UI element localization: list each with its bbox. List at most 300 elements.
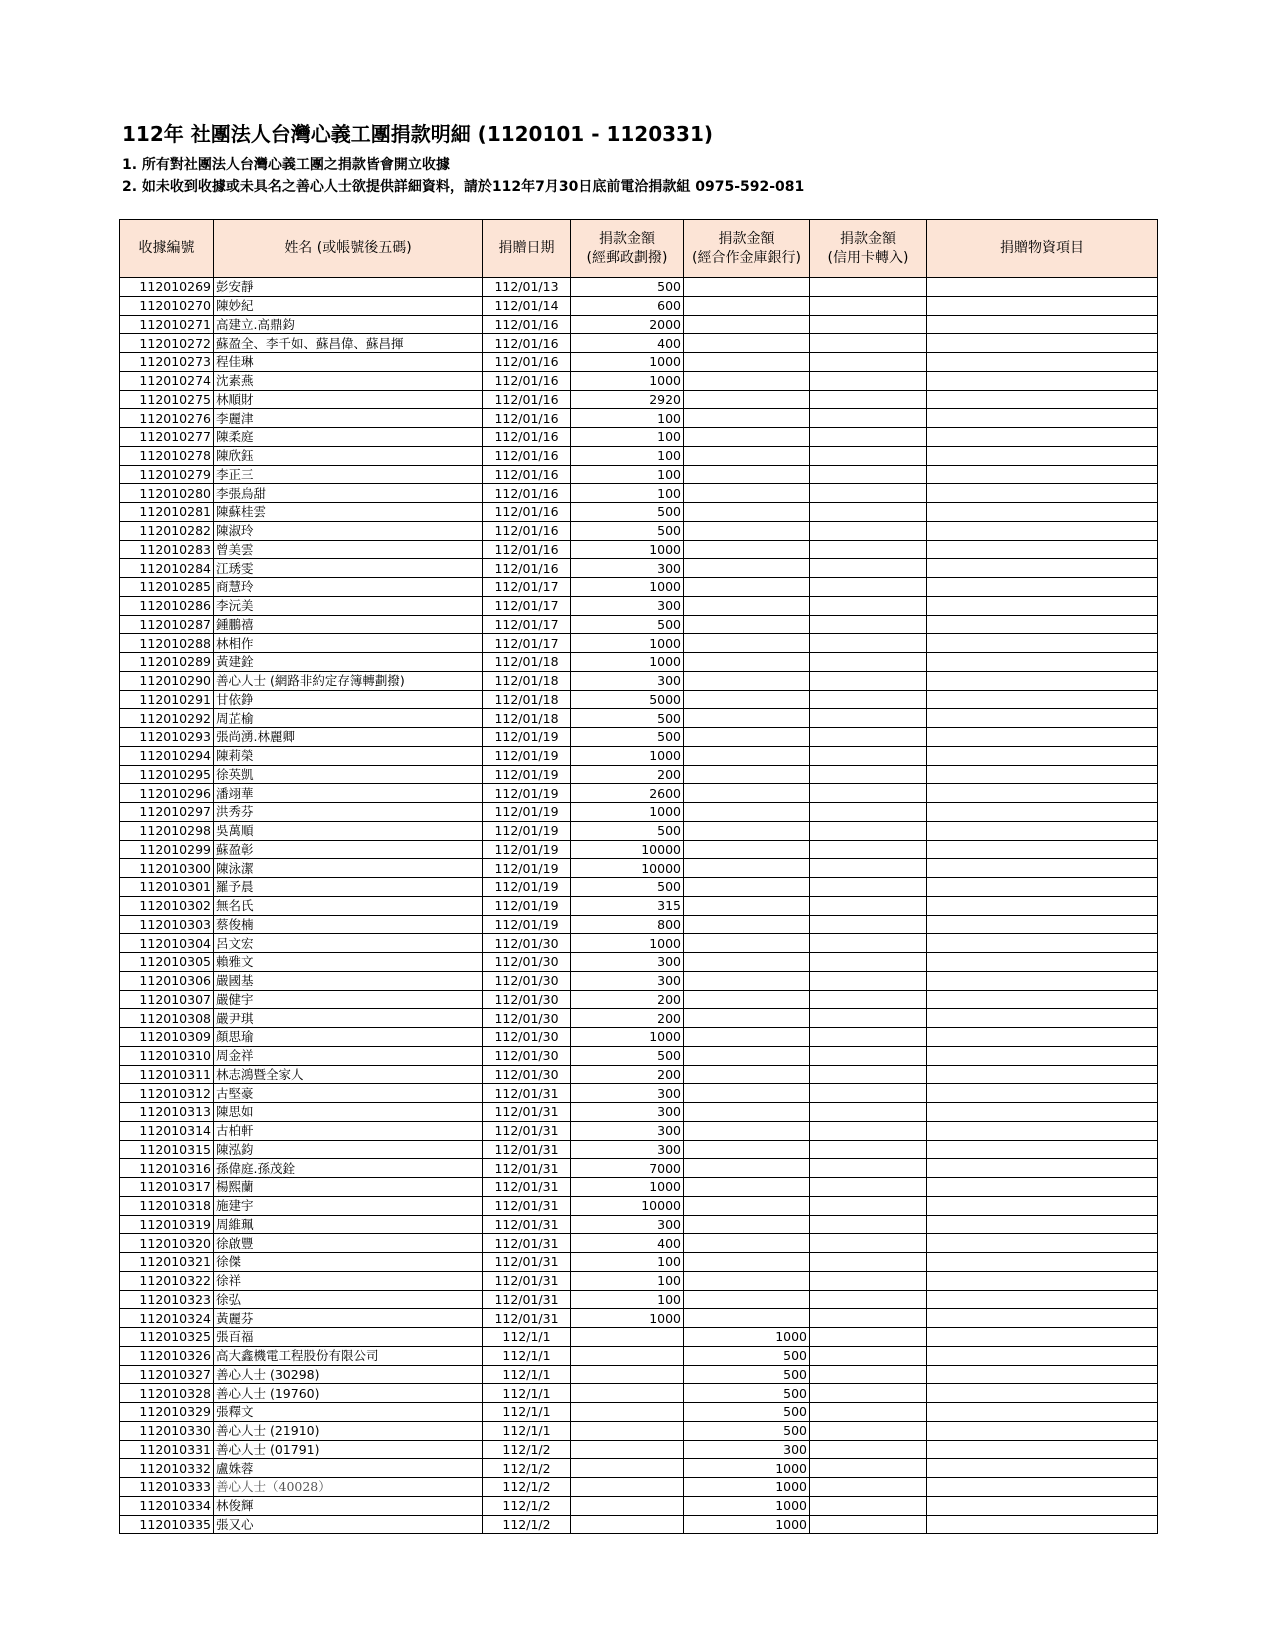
cell-receipt-no: 112010272 xyxy=(120,334,214,353)
table-row xyxy=(120,540,1158,559)
table-row xyxy=(120,1346,1158,1365)
cell-donation-date: 112/01/19 xyxy=(483,878,571,897)
cell-donor-name: 林順財 xyxy=(214,390,483,409)
cell-donation-date: 112/01/16 xyxy=(483,559,571,578)
table-row xyxy=(120,615,1158,634)
cell-donation-date: 112/01/18 xyxy=(483,671,571,690)
header-amount-credit-card-line1: 捐款金額 xyxy=(840,230,896,247)
header-name-label: 姓名 (或帳號後五碼) xyxy=(284,240,412,256)
cell-amount-credit-card xyxy=(810,1496,927,1515)
cell-donor-name: 張尚湧.林麗卿 xyxy=(214,728,483,747)
cell-amount-credit-card xyxy=(810,784,927,803)
table-row xyxy=(120,1159,1158,1178)
cell-amount-postal: 300 xyxy=(571,1215,684,1234)
cell-donor-name: 嚴健宇 xyxy=(214,990,483,1009)
cell-donated-items xyxy=(927,634,1158,653)
cell-receipt-no: 112010288 xyxy=(120,634,214,653)
cell-donation-date: 112/01/31 xyxy=(483,1178,571,1197)
cell-donated-items xyxy=(927,784,1158,803)
cell-donation-date: 112/01/31 xyxy=(483,1159,571,1178)
cell-donation-date: 112/01/31 xyxy=(483,1084,571,1103)
cell-amount-credit-card xyxy=(810,859,927,878)
cell-amount-bank xyxy=(684,428,810,447)
cell-donated-items xyxy=(927,1346,1158,1365)
table-row xyxy=(120,1253,1158,1272)
cell-amount-bank xyxy=(684,1121,810,1140)
cell-donor-name: 李沅美 xyxy=(214,596,483,615)
cell-receipt-no: 112010296 xyxy=(120,784,214,803)
cell-receipt-no: 112010270 xyxy=(120,296,214,315)
cell-amount-credit-card xyxy=(810,371,927,390)
cell-receipt-no: 112010333 xyxy=(120,1478,214,1497)
cell-amount-bank xyxy=(684,1253,810,1272)
cell-donation-date: 112/01/16 xyxy=(483,465,571,484)
table-row xyxy=(120,953,1158,972)
cell-receipt-no: 112010279 xyxy=(120,465,214,484)
cell-donation-date: 112/01/16 xyxy=(483,540,571,559)
cell-donated-items xyxy=(927,1028,1158,1047)
cell-donated-items xyxy=(927,1084,1158,1103)
cell-amount-credit-card xyxy=(810,578,927,597)
cell-donated-items xyxy=(927,559,1158,578)
cell-amount-postal: 300 xyxy=(571,1121,684,1140)
cell-donated-items xyxy=(927,484,1158,503)
header-amount-bank-line1: 捐款金額 xyxy=(718,230,775,247)
cell-donation-date: 112/1/2 xyxy=(483,1459,571,1478)
table-header xyxy=(120,220,1158,278)
cell-amount-postal: 10000 xyxy=(571,1196,684,1215)
cell-amount-bank xyxy=(684,653,810,672)
cell-donor-name: 陳蘇桂雲 xyxy=(214,503,483,522)
cell-receipt-no: 112010274 xyxy=(120,371,214,390)
cell-receipt-no: 112010271 xyxy=(120,315,214,334)
cell-receipt-no: 112010294 xyxy=(120,746,214,765)
cell-donation-date: 112/01/16 xyxy=(483,409,571,428)
cell-amount-credit-card xyxy=(810,1121,927,1140)
cell-amount-credit-card xyxy=(810,1234,927,1253)
cell-amount-bank xyxy=(684,878,810,897)
cell-amount-credit-card xyxy=(810,990,927,1009)
cell-donor-name: 善心人士 (網路非約定存簿轉劃撥) xyxy=(214,671,483,690)
cell-donated-items xyxy=(927,296,1158,315)
cell-donated-items xyxy=(927,934,1158,953)
cell-donated-items xyxy=(927,428,1158,447)
header-donated-items-label: 捐贈物資項目 xyxy=(1000,240,1084,256)
table-row xyxy=(120,1196,1158,1215)
cell-amount-bank xyxy=(684,821,810,840)
cell-amount-postal: 300 xyxy=(571,1103,684,1122)
cell-amount-postal: 300 xyxy=(571,1140,684,1159)
cell-donated-items xyxy=(927,1121,1158,1140)
cell-donor-name: 善心人士 (01791) xyxy=(214,1440,483,1459)
cell-amount-credit-card xyxy=(810,1215,927,1234)
cell-amount-credit-card xyxy=(810,1403,927,1422)
table-row xyxy=(120,859,1158,878)
header-amount-credit-card-line2: (信用卡轉入) xyxy=(827,249,909,266)
cell-amount-postal: 1000 xyxy=(571,746,684,765)
cell-donation-date: 112/01/31 xyxy=(483,1196,571,1215)
cell-amount-credit-card xyxy=(810,915,927,934)
table-row xyxy=(120,409,1158,428)
cell-receipt-no: 112010276 xyxy=(120,409,214,428)
cell-donated-items xyxy=(927,390,1158,409)
header-amount-postal-line2: (經郵政劃撥) xyxy=(586,249,668,266)
cell-donor-name: 林相作 xyxy=(214,634,483,653)
table-row xyxy=(120,878,1158,897)
cell-receipt-no: 112010269 xyxy=(120,278,214,297)
cell-donation-date: 112/01/19 xyxy=(483,859,571,878)
cell-donor-name: 顏思瑜 xyxy=(214,1028,483,1047)
cell-amount-bank xyxy=(684,1271,810,1290)
cell-donated-items xyxy=(927,1103,1158,1122)
table-row xyxy=(120,1515,1158,1534)
header-donated-items xyxy=(927,220,1158,278)
cell-amount-credit-card xyxy=(810,446,927,465)
cell-receipt-no: 112010283 xyxy=(120,540,214,559)
cell-amount-bank xyxy=(684,728,810,747)
cell-receipt-no: 112010320 xyxy=(120,1234,214,1253)
cell-donor-name: 林俊輝 xyxy=(214,1496,483,1515)
cell-amount-postal: 500 xyxy=(571,615,684,634)
cell-receipt-no: 112010293 xyxy=(120,728,214,747)
cell-amount-postal: 500 xyxy=(571,1046,684,1065)
cell-donor-name: 徐祥 xyxy=(214,1271,483,1290)
cell-donated-items xyxy=(927,1478,1158,1497)
cell-donor-name: 盧姝蓉 xyxy=(214,1459,483,1478)
cell-donation-date: 112/01/17 xyxy=(483,634,571,653)
cell-donor-name: 徐英凱 xyxy=(214,765,483,784)
cell-receipt-no: 112010317 xyxy=(120,1178,214,1197)
cell-amount-postal: 315 xyxy=(571,896,684,915)
cell-donor-name: 陳柔庭 xyxy=(214,428,483,447)
cell-donor-name: 陳妙紀 xyxy=(214,296,483,315)
cell-amount-credit-card xyxy=(810,1421,927,1440)
cell-donated-items xyxy=(927,690,1158,709)
cell-amount-credit-card xyxy=(810,934,927,953)
cell-amount-credit-card xyxy=(810,615,927,634)
table-row xyxy=(120,1421,1158,1440)
cell-receipt-no: 112010300 xyxy=(120,859,214,878)
cell-amount-bank: 1000 xyxy=(684,1328,810,1347)
cell-receipt-no: 112010325 xyxy=(120,1328,214,1347)
cell-donor-name: 蘇盈全、李千如、蘇昌偉、蘇昌揮 xyxy=(214,334,483,353)
cell-donation-date: 112/01/31 xyxy=(483,1309,571,1328)
cell-amount-bank xyxy=(684,559,810,578)
cell-amount-bank: 500 xyxy=(684,1365,810,1384)
cell-donor-name: 洪秀芬 xyxy=(214,803,483,822)
cell-amount-postal: 500 xyxy=(571,709,684,728)
header-date xyxy=(483,220,571,278)
cell-receipt-no: 112010315 xyxy=(120,1140,214,1159)
cell-donation-date: 112/01/30 xyxy=(483,953,571,972)
cell-donor-name: 徐啟豐 xyxy=(214,1234,483,1253)
cell-donation-date: 112/01/16 xyxy=(483,390,571,409)
table-row xyxy=(120,765,1158,784)
cell-donated-items xyxy=(927,1496,1158,1515)
cell-amount-credit-card xyxy=(810,1065,927,1084)
cell-donated-items xyxy=(927,1440,1158,1459)
cell-donated-items xyxy=(927,334,1158,353)
cell-receipt-no: 112010282 xyxy=(120,521,214,540)
table-row xyxy=(120,634,1158,653)
cell-donor-name: 古柏軒 xyxy=(214,1121,483,1140)
cell-amount-postal: 300 xyxy=(571,971,684,990)
cell-receipt-no: 112010309 xyxy=(120,1028,214,1047)
cell-donation-date: 112/01/31 xyxy=(483,1140,571,1159)
cell-donor-name: 徐弘 xyxy=(214,1290,483,1309)
cell-donor-name: 陳欣鈺 xyxy=(214,446,483,465)
cell-donation-date: 112/1/2 xyxy=(483,1440,571,1459)
cell-donor-name: 陳莉榮 xyxy=(214,746,483,765)
cell-amount-bank: 500 xyxy=(684,1403,810,1422)
cell-donor-name: 善心人士 (19760) xyxy=(214,1384,483,1403)
cell-donor-name: 曾美雲 xyxy=(214,540,483,559)
table-row xyxy=(120,503,1158,522)
cell-receipt-no: 112010326 xyxy=(120,1346,214,1365)
cell-donor-name: 古堅豪 xyxy=(214,1084,483,1103)
cell-receipt-no: 112010308 xyxy=(120,1009,214,1028)
table-row xyxy=(120,896,1158,915)
cell-amount-postal: 100 xyxy=(571,1290,684,1309)
cell-amount-postal: 300 xyxy=(571,671,684,690)
cell-receipt-no: 112010331 xyxy=(120,1440,214,1459)
cell-donated-items xyxy=(927,1140,1158,1159)
table-row xyxy=(120,353,1158,372)
table-row xyxy=(120,934,1158,953)
cell-donation-date: 112/01/19 xyxy=(483,728,571,747)
cell-donation-date: 112/01/30 xyxy=(483,934,571,953)
cell-amount-bank xyxy=(684,596,810,615)
cell-amount-credit-card xyxy=(810,1178,927,1197)
cell-donation-date: 112/01/19 xyxy=(483,821,571,840)
cell-donation-date: 112/01/18 xyxy=(483,709,571,728)
cell-donor-name: 張釋文 xyxy=(214,1403,483,1422)
cell-amount-credit-card xyxy=(810,484,927,503)
cell-donated-items xyxy=(927,915,1158,934)
cell-amount-bank xyxy=(684,1009,810,1028)
cell-donation-date: 112/1/2 xyxy=(483,1515,571,1534)
cell-amount-bank xyxy=(684,315,810,334)
cell-amount-credit-card xyxy=(810,428,927,447)
cell-donor-name: 施建宇 xyxy=(214,1196,483,1215)
cell-receipt-no: 112010306 xyxy=(120,971,214,990)
table-row xyxy=(120,1496,1158,1515)
cell-amount-bank xyxy=(684,671,810,690)
cell-donor-name: 鍾鵬禧 xyxy=(214,615,483,634)
cell-donated-items xyxy=(927,1196,1158,1215)
table-row xyxy=(120,1384,1158,1403)
cell-donated-items xyxy=(927,446,1158,465)
cell-receipt-no: 112010278 xyxy=(120,446,214,465)
cell-donor-name: 周金祥 xyxy=(214,1046,483,1065)
cell-donated-items xyxy=(927,746,1158,765)
cell-donation-date: 112/01/31 xyxy=(483,1271,571,1290)
table-row xyxy=(120,465,1158,484)
cell-amount-bank xyxy=(684,353,810,372)
cell-donation-date: 112/01/19 xyxy=(483,765,571,784)
cell-amount-credit-card xyxy=(810,1046,927,1065)
cell-amount-credit-card xyxy=(810,540,927,559)
cell-amount-bank xyxy=(684,1290,810,1309)
cell-amount-postal: 400 xyxy=(571,1234,684,1253)
table-row xyxy=(120,990,1158,1009)
cell-receipt-no: 112010303 xyxy=(120,915,214,934)
cell-donor-name: 程佳琳 xyxy=(214,353,483,372)
cell-donated-items xyxy=(927,728,1158,747)
table-row xyxy=(120,803,1158,822)
cell-amount-bank xyxy=(684,484,810,503)
cell-receipt-no: 112010287 xyxy=(120,615,214,634)
cell-receipt-no: 112010318 xyxy=(120,1196,214,1215)
cell-donation-date: 112/01/18 xyxy=(483,690,571,709)
cell-receipt-no: 112010324 xyxy=(120,1309,214,1328)
cell-amount-bank xyxy=(684,859,810,878)
cell-amount-bank xyxy=(684,1196,810,1215)
cell-amount-postal: 2600 xyxy=(571,784,684,803)
cell-amount-credit-card xyxy=(810,409,927,428)
cell-donation-date: 112/01/16 xyxy=(483,334,571,353)
cell-donated-items xyxy=(927,503,1158,522)
cell-donor-name: 商慧玲 xyxy=(214,578,483,597)
cell-donor-name: 江琇雯 xyxy=(214,559,483,578)
table-row xyxy=(120,821,1158,840)
table-row xyxy=(120,690,1158,709)
cell-amount-bank xyxy=(684,278,810,297)
table-row xyxy=(120,1309,1158,1328)
cell-amount-credit-card xyxy=(810,634,927,653)
cell-amount-postal xyxy=(571,1328,684,1347)
cell-amount-postal: 300 xyxy=(571,596,684,615)
table-row xyxy=(120,521,1158,540)
cell-amount-bank: 500 xyxy=(684,1421,810,1440)
cell-amount-bank xyxy=(684,1065,810,1084)
cell-donation-date: 112/1/1 xyxy=(483,1346,571,1365)
cell-amount-credit-card xyxy=(810,1253,927,1272)
cell-amount-bank xyxy=(684,971,810,990)
cell-donation-date: 112/1/1 xyxy=(483,1421,571,1440)
cell-amount-credit-card xyxy=(810,465,927,484)
cell-amount-bank xyxy=(684,840,810,859)
cell-donor-name: 嚴國基 xyxy=(214,971,483,990)
cell-amount-credit-card xyxy=(810,653,927,672)
cell-donated-items xyxy=(927,1178,1158,1197)
cell-donor-name: 善心人士（40028） xyxy=(214,1478,483,1497)
table-row xyxy=(120,278,1158,297)
cell-donated-items xyxy=(927,615,1158,634)
cell-donation-date: 112/01/17 xyxy=(483,615,571,634)
note-receipt-issued: 1. 所有對社團法人台灣心義工團之捐款皆會開立收據 xyxy=(122,157,450,173)
cell-amount-postal: 5000 xyxy=(571,690,684,709)
cell-amount-bank xyxy=(684,521,810,540)
cell-amount-bank: 500 xyxy=(684,1346,810,1365)
cell-donated-items xyxy=(927,1365,1158,1384)
cell-amount-postal: 2000 xyxy=(571,315,684,334)
cell-donation-date: 112/01/30 xyxy=(483,971,571,990)
table-row xyxy=(120,559,1158,578)
header-amount-bank-line2: (經合作金庫銀行) xyxy=(692,249,801,266)
header-receipt-no-label: 收據編號 xyxy=(138,240,195,256)
cell-donated-items xyxy=(927,971,1158,990)
cell-amount-postal: 1000 xyxy=(571,634,684,653)
cell-donor-name: 蘇盈彰 xyxy=(214,840,483,859)
header-receipt-no xyxy=(120,220,214,278)
cell-donor-name: 善心人士 (30298) xyxy=(214,1365,483,1384)
table-row xyxy=(120,484,1158,503)
cell-amount-postal: 2920 xyxy=(571,390,684,409)
cell-amount-postal xyxy=(571,1440,684,1459)
table-row xyxy=(120,446,1158,465)
cell-amount-credit-card xyxy=(810,671,927,690)
cell-amount-credit-card xyxy=(810,1196,927,1215)
cell-receipt-no: 112010290 xyxy=(120,671,214,690)
table-row xyxy=(120,709,1158,728)
cell-donor-name: 彭安靜 xyxy=(214,278,483,297)
table-row xyxy=(120,915,1158,934)
cell-amount-postal xyxy=(571,1478,684,1497)
cell-donated-items xyxy=(927,1384,1158,1403)
table-row xyxy=(120,334,1158,353)
cell-amount-credit-card xyxy=(810,746,927,765)
table-row xyxy=(120,1140,1158,1159)
cell-donated-items xyxy=(927,1009,1158,1028)
cell-amount-postal: 100 xyxy=(571,428,684,447)
cell-amount-credit-card xyxy=(810,1440,927,1459)
cell-amount-postal: 200 xyxy=(571,1065,684,1084)
cell-receipt-no: 112010286 xyxy=(120,596,214,615)
cell-donation-date: 112/01/19 xyxy=(483,896,571,915)
cell-amount-bank xyxy=(684,765,810,784)
table-row xyxy=(120,1103,1158,1122)
cell-donor-name: 林志鴻暨全家人 xyxy=(214,1065,483,1084)
cell-donation-date: 112/01/30 xyxy=(483,1009,571,1028)
cell-amount-bank xyxy=(684,1103,810,1122)
cell-donated-items xyxy=(927,371,1158,390)
cell-donor-name: 無名氏 xyxy=(214,896,483,915)
cell-amount-credit-card xyxy=(810,503,927,522)
cell-donation-date: 112/01/14 xyxy=(483,296,571,315)
cell-receipt-no: 112010313 xyxy=(120,1103,214,1122)
table-row xyxy=(120,728,1158,747)
cell-amount-postal: 200 xyxy=(571,990,684,1009)
cell-receipt-no: 112010289 xyxy=(120,653,214,672)
cell-amount-bank xyxy=(684,1178,810,1197)
table-row xyxy=(120,971,1158,990)
cell-amount-bank xyxy=(684,1215,810,1234)
cell-donor-name: 周維珮 xyxy=(214,1215,483,1234)
cell-amount-credit-card xyxy=(810,1328,927,1347)
cell-amount-postal: 500 xyxy=(571,278,684,297)
table-body xyxy=(120,278,1158,1534)
table-row xyxy=(120,671,1158,690)
cell-amount-postal: 500 xyxy=(571,728,684,747)
cell-amount-credit-card xyxy=(810,559,927,578)
cell-donation-date: 112/01/16 xyxy=(483,315,571,334)
cell-amount-credit-card xyxy=(810,803,927,822)
table-row xyxy=(120,1028,1158,1047)
cell-donation-date: 112/01/19 xyxy=(483,746,571,765)
cell-amount-credit-card xyxy=(810,1103,927,1122)
cell-receipt-no: 112010302 xyxy=(120,896,214,915)
cell-amount-credit-card xyxy=(810,1028,927,1047)
cell-amount-credit-card xyxy=(810,315,927,334)
cell-donated-items xyxy=(927,1328,1158,1347)
table-row xyxy=(120,1440,1158,1459)
cell-amount-credit-card xyxy=(810,521,927,540)
cell-receipt-no: 112010304 xyxy=(120,934,214,953)
table-row xyxy=(120,653,1158,672)
cell-donated-items xyxy=(927,653,1158,672)
cell-amount-bank xyxy=(684,540,810,559)
